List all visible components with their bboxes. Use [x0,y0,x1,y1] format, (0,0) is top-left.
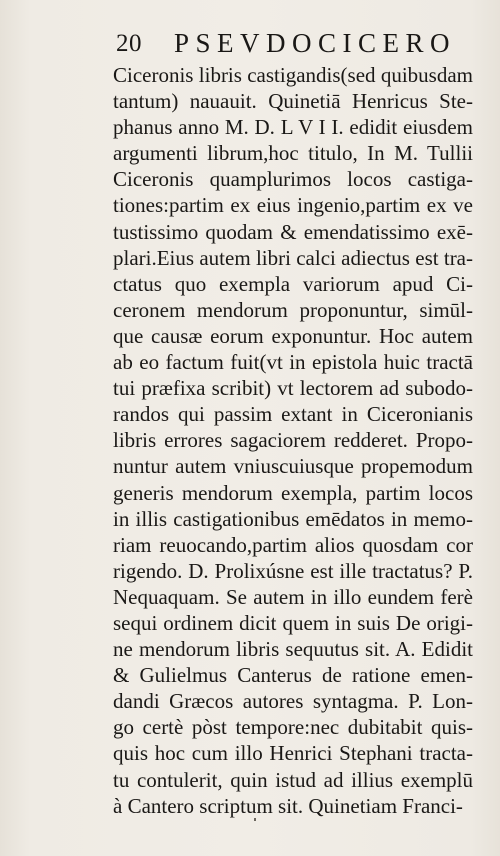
ink-speck [254,818,256,821]
text-line: sequi ordinem dicit quem in suis De origi- [113,610,473,635]
text-line: quis hoc cum illo Henrici Stephani tracta- [113,741,473,766]
text-line: riam reuocando,partim alios quosdam cor [113,532,473,557]
text-line: nuntur autem vniuscuiusque propemodum [113,454,473,479]
body-text [113,62,473,819]
text-line: ab eo factum fuit(vt in epistola huic tractā [113,350,473,375]
text-line: à Cantero scriptum sit. Quinetiam Franci- [113,793,463,818]
running-head [116,28,476,60]
text-line: que causæ eorum exponuntur. Hoc autem [113,323,473,348]
running-title: PSEVDOCICERO [174,28,457,58]
text-line: & Gulielmus Canterus de ratione emen- [113,663,473,688]
text-line: tustissimo quodam & emendatissimo exē- [113,219,473,244]
text-line: Nequaquam. Se autem in illo eundem ferè [113,584,473,609]
text-line: plari.Eius autem libri calci adiectus est tra- [113,245,473,270]
text-line: tui præfixa scribit) vt lectorem ad subodo- [113,376,473,401]
text-line: go certè pòst tempore:nec dubitabit quis- [113,715,473,740]
text-line: libris errores sagaciorem redderet. Propo- [113,428,473,453]
text-line: rigendo. D. Prolixúsne est ille tractatus? P. [113,558,473,583]
text-line: Ciceronis libris castigandis(sed quibusdam [113,63,473,87]
text-line: tantum) nauauit. Quinetiā Henricus Ste- [113,89,473,114]
text-line: ne mendorum libris sequutus sit. A. Edidit [113,637,473,662]
text-line: Ciceronis quamplurimos locos castiga- [113,167,473,192]
text-line: ctatus quo exempla variorum apud Ci- [113,271,473,296]
text-line: ceronem mendorum proponuntur, simūl- [113,297,473,322]
text-line: generis mendorum exempla, partim locos [113,480,473,505]
text-line: tu contulerit, quin istud ad illius exemplū [113,767,473,792]
text-line: randos qui passim extant in Ciceronianis [113,402,473,427]
page-number: 20 [116,30,142,57]
text-line: phanus anno M. D. L V I I. edidit eiusdem [113,115,473,140]
text-line: tiones:partim ex eius ingenio,partim ex ve [113,193,473,218]
text-line: in illis castigationibus emēdatos in memo- [113,506,473,531]
text-line: dandi Græcos autores syntagma. P. Lon- [113,689,473,714]
text-line: argumenti librum,hoc titulo, In M. Tullii [113,141,473,166]
